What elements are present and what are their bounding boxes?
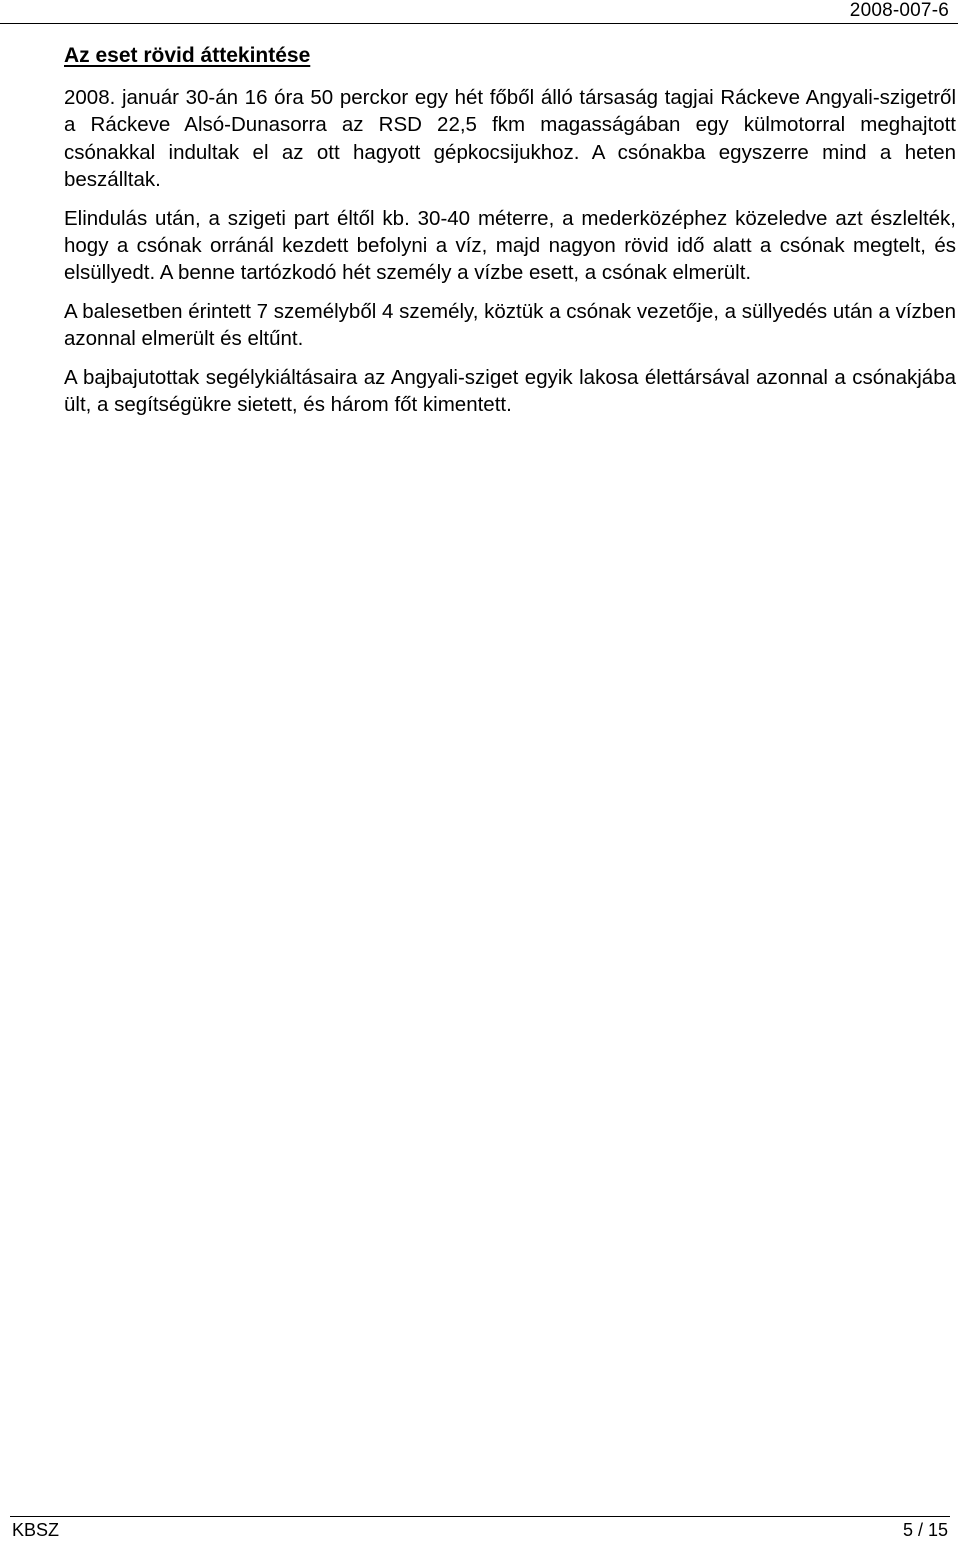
page-content (64, 42, 956, 418)
footer-organization: KBSZ (12, 1520, 60, 1540)
section-title: Az eset rövid áttekintése (64, 44, 311, 67)
paragraph-4: A bajbajutottak segélykiáltásaira az Angyali-sziget egyik lakosa élettársával azonnal a csónakjába ült, a segítségükre sietett, és három főt kimentett. (64, 365, 956, 417)
page-number: 5 / 15 (902, 1520, 948, 1540)
paragraph-3: A balesetben érintett 7 személyből 4 személy, köztük a csónak vezetője, a süllyedés után a vízben azonnal elmerült és eltűnt. (64, 299, 956, 351)
paragraph-1: 2008. január 30-án 16 óra 50 perckor egy hét főből álló társaság tagjai Ráckeve Angyali-szigetről a Ráckeve Alsó-Dunasorra az RSD 22,5 fkm magasságában egy külmotorral meghajtott csónakkal indultak el az ott hagyott gépkocsijukhoz. A csónakba egyszerre mind a heten beszálltak. (64, 86, 956, 192)
document-id: 2008-007-6 (849, 0, 949, 21)
header-divider (0, 23, 958, 24)
paragraph-2: Elindulás után, a szigeti part éltől kb. 30-40 méterre, a mederközéphez közeledve azt észlelték, hogy a csónak orránál kezdett befolyni a víz, majd nagyon rövid idő alatt a csónak megtelt, és elsüllyedt. A benne tartózkodó hét személy a vízbe esett, a csónak elmerült. (64, 206, 956, 285)
footer-divider (10, 1516, 950, 1517)
